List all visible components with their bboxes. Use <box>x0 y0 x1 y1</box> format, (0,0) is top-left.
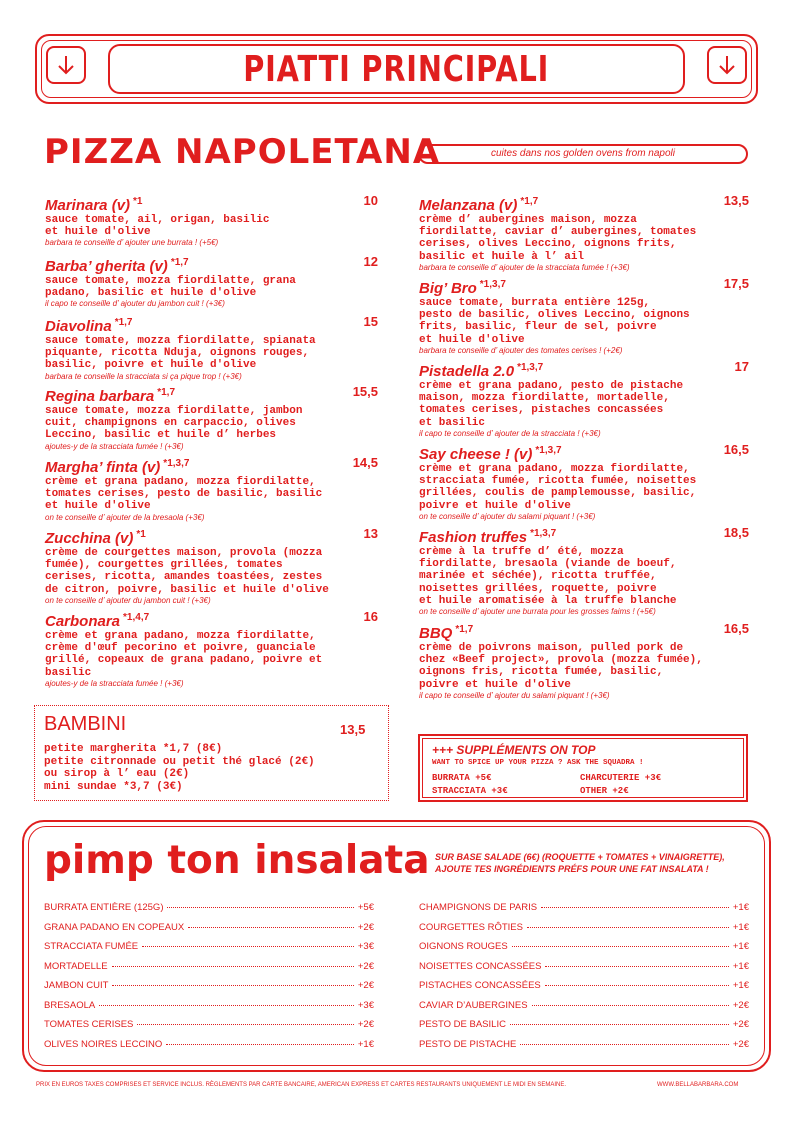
pizza-tip: on te conseille d’ ajouter une burrata pour les grosses faims ! (+5€) <box>419 607 656 617</box>
pizza-name-text: Fashion truffes <box>419 529 528 546</box>
pizza-allergens: *1,3,7 <box>535 445 562 456</box>
dot-leader <box>188 927 354 928</box>
bambini-title: BAMBINI <box>44 713 127 735</box>
bambini-line: ou sirop à l’ eau (2€) <box>44 768 190 780</box>
insalata-option-row <box>419 941 749 955</box>
dot-leader <box>545 985 729 986</box>
pizza-name-text: Carbonara <box>45 613 121 630</box>
pizza-name-text: BBQ <box>419 625 453 642</box>
pizza-name-text: Barba’ gherita (v) <box>45 258 168 275</box>
pizza-item <box>419 193 749 273</box>
pizza-item <box>45 526 378 606</box>
pizza-item <box>419 359 749 439</box>
pizza-price: 14,5 <box>352 455 378 470</box>
pizza-tip: barbara te conseille d’ ajouter de la stracciata fumée ! (+3€) <box>419 262 630 272</box>
insalata-note-line: SUR BASE SALADE (6€) (ROQUETTE + TOMATES + VINAIGRETTE), <box>435 852 725 862</box>
pizza-allergens: *1,7 <box>114 317 133 328</box>
insalata-option-label: OLIVES NOIRES LECCINO <box>44 1038 163 1050</box>
insalata-option-price: +1€ <box>357 1038 374 1050</box>
pizza-name-text: Diavolina <box>45 318 112 335</box>
supplement-item: BURRATA +5€ <box>432 773 492 783</box>
pizza-description: sauce tomate, mozza fiordilatte, spianata piquante, ricotta Nduja, oignons rouges, basilic, poivre et huile d'olive <box>45 335 316 372</box>
pizza-tip: on te conseille d’ ajouter du jambon cuit ! (+3€) <box>45 595 211 605</box>
dot-leader <box>520 1044 729 1045</box>
pizza-allergens: *1,3,7 <box>517 362 544 373</box>
bambini-line: petite margherita *1,7 (8€) <box>44 743 223 755</box>
insalata-option-price: +1€ <box>732 921 749 933</box>
bambini-lines <box>44 743 315 793</box>
insalata-option-label: BURRATA ENTIÈRE (125G) <box>44 902 164 913</box>
dot-leader <box>112 985 353 986</box>
pizza-allergens: *1,7 <box>170 257 189 268</box>
pizza-tip: ajoutes-y de la stracciata fumée ! (+3€) <box>45 678 184 688</box>
dot-leader <box>99 1005 354 1006</box>
pizza-price: 17 <box>734 359 749 374</box>
insalata-option-row <box>44 941 374 955</box>
pizza-name-text: Say cheese ! (v) <box>419 446 533 463</box>
pizza-name <box>419 193 696 214</box>
pizza-item <box>419 621 749 701</box>
insalata-option-label: MORTADELLE <box>44 960 108 972</box>
pizza-allergens: *1 <box>136 529 146 540</box>
insalata-option-label: JAMBON CUIT <box>44 980 109 991</box>
insalata-option-price: +2€ <box>357 960 374 972</box>
insalata-option-label: PESTO DE BASILIC <box>419 1019 506 1030</box>
pizza-allergens: *1,3,7 <box>163 458 190 469</box>
insalata-option-label: NOISETTES CONCASSÉES <box>419 960 542 972</box>
insalata-option-label: STRACCIATA FUMÉE <box>44 941 139 952</box>
insalata-option-price: +2€ <box>357 1019 374 1030</box>
pizza-tip: on te conseille d’ ajouter du salami piquant ! (+3€) <box>419 511 596 521</box>
supplements-subtitle: WANT TO SPICE UP YOUR PIZZA ? ASK THE SQUADRA ! <box>432 759 644 767</box>
insalata-option-row <box>419 1019 749 1033</box>
insalata-option-price: +2€ <box>357 921 374 933</box>
insalata-option-price: +2€ <box>732 1038 749 1050</box>
pizza-tip: il capo te conseille d’ ajouter du salami piquant ! (+3€) <box>419 690 610 700</box>
dot-leader <box>545 966 728 967</box>
insalata-option-price: +2€ <box>357 980 374 991</box>
pizza-description: crème et grana padano, mozza fiordilatte, stracciata fumée, ricotta fumée, noisettes grillées, coulis de pamplemousse, basilic, poivre et huile d'olive <box>419 463 697 512</box>
pizza-description: crème de poivrons maison, pulled pork de chez «Beef project», provola (mozza fumée), oignons fris, ricotta fumée, basilic, poivre et huile d'olive <box>419 642 703 691</box>
pizza-name-text: Zucchina (v) <box>45 530 134 547</box>
insalata-option-row <box>44 902 374 916</box>
insalata-option-price: +1€ <box>732 902 749 913</box>
dot-leader <box>512 946 729 947</box>
pizza-item <box>419 525 749 617</box>
insalata-option-price: +3€ <box>357 999 374 1011</box>
pizza-tip: ajoutes-y de la stracciata fumée ! (+3€) <box>45 441 184 451</box>
pizza-description: crème et grana padano, mozza fiordilatte, crème d'œuf pecorino et poivre, guanciale grillé, copeaux de grana padano, poivre et basilic <box>45 630 323 679</box>
dot-leader <box>166 1044 354 1045</box>
supplement-item: CHARCUTERIE +3€ <box>580 773 662 783</box>
arrow-down-icon[interactable] <box>707 46 747 84</box>
pizza-name-text: Marinara (v) <box>45 197 131 214</box>
pizza-price: 17,5 <box>723 276 749 291</box>
dot-leader <box>167 907 353 908</box>
insalata-option-label: COURGETTES RÔTIES <box>419 921 523 933</box>
arrow-down-icon[interactable] <box>46 46 86 84</box>
pizza-name <box>45 455 322 476</box>
insalata-option-label: GRANA PADANO EN COPEAUX <box>44 921 185 933</box>
insalata-option-price: +1€ <box>732 960 749 972</box>
pizza-item <box>45 455 378 523</box>
dot-leader <box>541 907 729 908</box>
insalata-option-row <box>419 1000 749 1014</box>
pizza-description: crème d’ aubergines maison, mozza fiordilatte, caviar d’ aubergines, tomates cerises, olives Leccino, oignons frits, basilic et huile à l’ ail <box>419 214 697 263</box>
pizza-note: cuites dans nos golden ovens from napoli <box>490 148 675 159</box>
pizza-name <box>45 254 296 275</box>
pizza-item <box>419 442 749 522</box>
pizza-name-text: Pistadella 2.0 <box>419 363 515 380</box>
insalata-option-price: +1€ <box>732 980 749 991</box>
pizza-item <box>45 193 378 248</box>
insalata-note-line: AJOUTE TES INGRÉDIENTS PRÉFS POUR UNE FAT INSALATA ! <box>435 864 709 874</box>
pizza-section-title: PIZZA NAPOLETANA <box>44 132 441 172</box>
pizza-price: 13 <box>363 526 378 541</box>
pizza-description: sauce tomate, mozza fiordilatte, jambon cuit, champignons en carpaccio, olives Leccino, basilic et huile d’ herbes <box>45 405 303 442</box>
insalata-option-label: PESTO DE PISTACHE <box>419 1038 517 1050</box>
pizza-name <box>45 384 302 405</box>
insalata-option-label: TOMATES CERISES <box>44 1019 134 1030</box>
pizza-name <box>45 609 322 630</box>
insalata-option-label: PISTACHES CONCASSÉES <box>419 980 541 991</box>
pizza-price: 16 <box>363 609 378 624</box>
dot-leader <box>510 1024 729 1025</box>
page-title-box <box>108 44 685 94</box>
pizza-name <box>45 314 316 335</box>
insalata-option-label: CHAMPIGNONS DE PARIS <box>419 902 538 913</box>
pizza-item <box>45 384 378 452</box>
pizza-description: sauce tomate, burrata entière 125g, pesto de basilic, olives Leccino, oignons frits, basilic, fleur de sel, poivre et huile d'olive <box>419 297 690 346</box>
pizza-item <box>45 254 378 309</box>
insalata-option-label: OIGNONS ROUGES <box>419 941 508 952</box>
insalata-note <box>435 851 725 875</box>
supplement-item: OTHER +2€ <box>580 786 629 796</box>
dot-leader <box>527 927 729 928</box>
bambini-line: mini sundae *3,7 (3€) <box>44 780 183 793</box>
insalata-option-row <box>419 1039 749 1053</box>
insalata-option-price: +3€ <box>357 941 374 952</box>
pizza-description: crème de courgettes maison, provola (mozza fumée), courgettes grillées, tomates cerises, ricotta, amandes toastées, zestes de citron, poivre, basilic et huile d'olive <box>45 547 329 596</box>
pizza-name <box>45 193 269 214</box>
pizza-price: 15 <box>363 314 378 329</box>
insalata-option-price: +5€ <box>357 902 374 913</box>
pizza-price: 16,5 <box>723 621 749 636</box>
pizza-allergens: *1,3,7 <box>479 279 506 290</box>
supplements-title: +++ SUPPLÉMENTS ON TOP <box>432 743 596 757</box>
pizza-name <box>419 359 683 380</box>
dot-leader <box>137 1024 353 1025</box>
pizza-tip: il capo te conseille d’ ajouter de la stracciata ! (+3€) <box>419 428 601 438</box>
insalata-option-row <box>44 961 374 975</box>
pizza-tip: barbara te conseille d’ ajouter des tomates cerises ! (+2€) <box>419 345 623 355</box>
pizza-description: crème et grana padano, pesto de pistache maison, mozza fiordilatte, mortadelle, tomates cerises, pistaches concassées et basilic <box>419 380 684 429</box>
pizza-description: sauce tomate, mozza fiordilatte, grana padano, basilic et huile d'olive <box>45 275 296 300</box>
pizza-tip: on te conseille d’ ajouter de la bresaola (+3€) <box>45 512 205 522</box>
insalata-option-row <box>419 922 749 936</box>
bambini-price: 13,5 <box>340 722 366 737</box>
pizza-tip: il capo te conseille d’ ajouter du jambon cuit ! (+3€) <box>45 299 225 309</box>
pizza-note-pill <box>418 144 748 164</box>
pizza-name-text: Margha’ finta (v) <box>45 459 161 476</box>
pizza-price: 13,5 <box>723 193 749 208</box>
footer-website[interactable]: WWW.BELLABARBARA.COM <box>657 1082 739 1088</box>
insalata-option-row <box>44 1000 374 1014</box>
pizza-tip: barbara te conseille la stracciata si ça pique trop ! (+3€) <box>45 371 242 381</box>
insalata-option-price: +2€ <box>732 999 749 1011</box>
pizza-description: crème et grana padano, mozza fiordilatte, tomates cerises, pesto de basilic, basilic et huile d'olive <box>45 476 323 513</box>
pizza-allergens: *1,7 <box>520 196 539 207</box>
insalata-option-label: BRESAOLA <box>44 999 96 1011</box>
bambini-line: petite citronnade ou petit thé glacé (2€) <box>44 755 315 768</box>
insalata-option-label: CAVIAR D’AUBERGINES <box>419 999 528 1011</box>
pizza-name <box>419 525 676 546</box>
pizza-description: sauce tomate, ail, origan, basilic et huile d'olive <box>45 214 270 239</box>
pizza-name <box>419 442 696 463</box>
insalata-option-row <box>44 1039 374 1053</box>
pizza-price: 10 <box>363 193 378 208</box>
pizza-allergens: *1,7 <box>455 624 474 635</box>
insalata-option-price: +1€ <box>732 941 749 952</box>
page-title: PIATTI PRINCIPALI <box>243 48 550 90</box>
footer-legal: PRIX EN EUROS TAXES COMPRISES ET SERVICE INCLUS. RÈGLEMENTS PAR CARTE BANCAIRE, AMERICAN EXPRESS ET CARTES RESTAURANTS UNIQUEMENT LE MIDI EN SEMAINE. <box>36 1082 567 1088</box>
dot-leader <box>112 966 354 967</box>
pizza-allergens: *1,4,7 <box>123 612 150 623</box>
pizza-item <box>45 609 378 689</box>
pizza-name <box>419 621 703 642</box>
insalata-option-row <box>44 1019 374 1033</box>
insalata-option-row <box>419 980 749 994</box>
insalata-option-row <box>419 902 749 916</box>
pizza-allergens: *1 <box>133 196 143 207</box>
pizza-price: 16,5 <box>723 442 749 457</box>
pizza-name-text: Melanzana (v) <box>419 197 518 214</box>
insalata-title: pimp ton insalata <box>44 838 430 883</box>
pizza-name <box>45 526 329 547</box>
pizza-tip: barbara te conseille d’ ajouter une burrata ! (+5€) <box>45 238 219 248</box>
pizza-item <box>419 276 749 356</box>
pizza-price: 18,5 <box>723 525 749 540</box>
pizza-allergens: *1,3,7 <box>530 528 557 539</box>
pizza-name-text: Big’ Bro <box>419 280 477 297</box>
pizza-name <box>419 276 690 297</box>
dot-leader <box>532 1005 729 1006</box>
insalata-option-row <box>44 922 374 936</box>
pizza-item <box>45 314 378 382</box>
dot-leader <box>142 946 354 947</box>
pizza-description: crème à la truffe d’ été, mozza fiordilatte, bresaola (viande de boeuf, marinée et séchée), ricotta truffée, noisettes grillées, roquette, poivre et huile aromatisée à la truffe blanche <box>419 546 677 607</box>
insalata-option-row <box>44 980 374 994</box>
pizza-name-text: Regina barbara <box>45 388 155 405</box>
supplement-item: STRACCIATA +3€ <box>432 786 508 796</box>
pizza-price: 12 <box>363 254 378 269</box>
insalata-option-row <box>419 961 749 975</box>
insalata-option-price: +2€ <box>732 1019 749 1030</box>
pizza-allergens: *1,7 <box>157 387 176 398</box>
pizza-price: 15,5 <box>352 384 378 399</box>
